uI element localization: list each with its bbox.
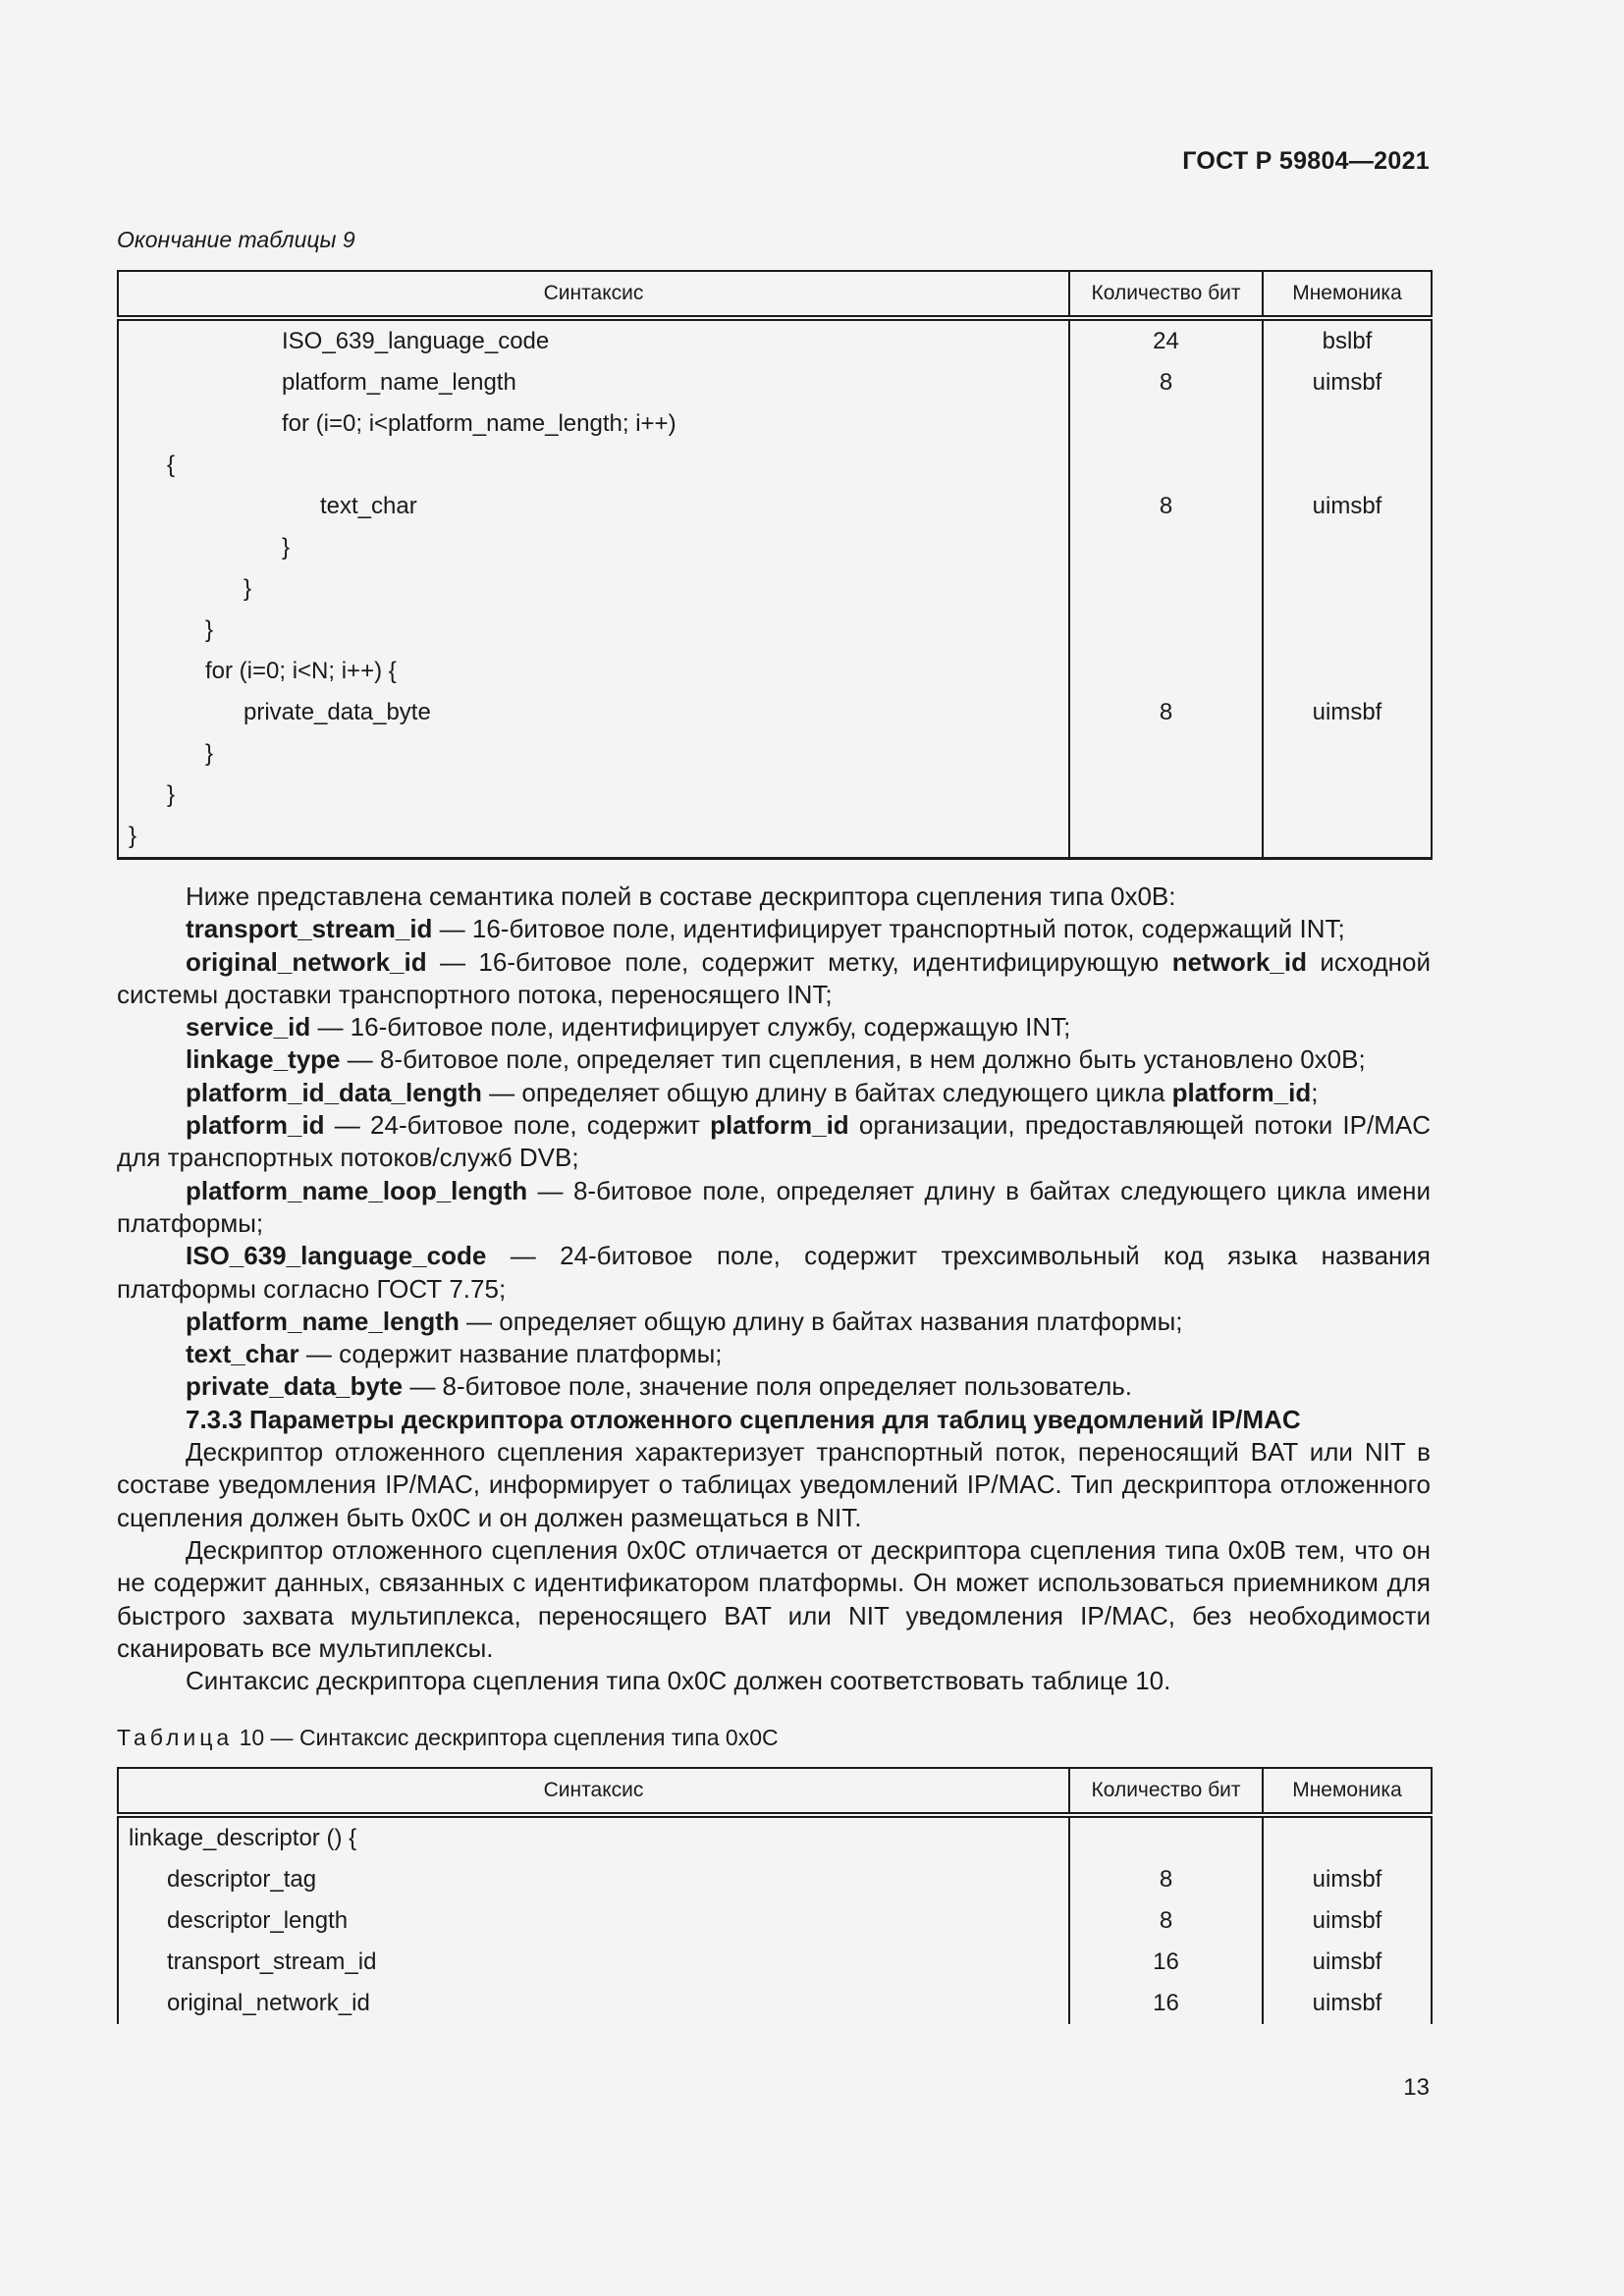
table-row (118, 1815, 1432, 1859)
bits-cell (1069, 774, 1263, 816)
field-name: platform_name_length (186, 1306, 460, 1336)
mnemonic-cell: bslbf (1263, 318, 1432, 362)
mnemonic-cell: uimsbf (1263, 362, 1432, 403)
bits-cell: 8 (1069, 486, 1263, 527)
paragraph-text: — 16-битовое поле, идентифицирует транспортный поток, содержащий INT; (432, 914, 1345, 944)
field-name: network_id (1171, 946, 1307, 977)
field-name: platform_id (186, 1110, 325, 1141)
paragraph (117, 1109, 1431, 1175)
table-row (118, 733, 1432, 774)
bits-cell (1069, 445, 1263, 486)
paragraph-text: — 24-битовое поле, содержит трехсимвольный код языка названия платформы согласно ГОСТ 7.75; (117, 1241, 1431, 1304)
mnemonic-cell (1263, 1815, 1432, 1859)
paragraph-text: Ниже представлена семантика полей в составе дескриптора сцепления типа 0x0B: (186, 881, 1176, 911)
mnemonic-cell (1263, 774, 1432, 816)
field-name: ISO_639_language_code (186, 1241, 487, 1271)
mnemonic-cell (1263, 610, 1432, 651)
syntax-cell: } (118, 816, 1069, 859)
mnemonic-cell: uimsbf (1263, 1900, 1432, 1942)
paragraph (117, 1077, 1431, 1109)
field-name: service_id (186, 1012, 311, 1042)
bits-cell: 8 (1069, 362, 1263, 403)
column-header-mnemonic: Мнемоника (1263, 1768, 1432, 1815)
mnemonic-cell (1263, 568, 1432, 610)
table10-caption (117, 1725, 779, 1751)
paragraph-text: — 8-битовое поле, определяет длину в байтах следующего цикла имени платформы; (117, 1175, 1431, 1238)
table-row (118, 1900, 1432, 1942)
table-row (118, 318, 1432, 362)
paragraph-text: — 16-битовое поле, идентифицирует службу, содержащую INT; (310, 1012, 1071, 1042)
paragraph-text: — 8-битовое поле, определяет тип сцепления, в нем должно быть установлено 0x0B; (340, 1044, 1366, 1075)
table10-caption-title: 10 — Синтаксис дескриптора сцепления типа 0x0C (233, 1725, 779, 1750)
paragraph-text: ; (1311, 1077, 1319, 1107)
table-row (118, 774, 1432, 816)
paragraph-text: исходной системы доставки транспортного потока, переносящего INT; (117, 946, 1431, 1009)
bits-cell (1069, 816, 1263, 859)
bits-cell (1069, 651, 1263, 692)
field-name: original_network_id (186, 946, 427, 977)
paragraph-text: — 8-битовое поле, значение поля определяет пользователь. (403, 1371, 1133, 1402)
mnemonic-cell: uimsbf (1263, 486, 1432, 527)
table-row (118, 568, 1432, 610)
field-name: platform_id (1171, 1077, 1312, 1107)
mnemonic-cell: uimsbf (1263, 1983, 1432, 2024)
paragraph (117, 1404, 1431, 1436)
mnemonic-cell (1263, 651, 1432, 692)
table-header-row (118, 271, 1432, 318)
table9-body (118, 318, 1432, 859)
syntax-cell: original_network_id (118, 1983, 1069, 2024)
syntax-cell: platform_name_length (118, 362, 1069, 403)
bits-cell: 16 (1069, 1983, 1263, 2024)
column-header-syntax: Синтаксис (118, 1768, 1069, 1815)
bits-cell: 8 (1069, 692, 1263, 733)
field-name: transport_stream_id (186, 914, 433, 944)
table-row (118, 403, 1432, 445)
page-number: 13 (1403, 2074, 1430, 2101)
syntax-cell: linkage_descriptor () { (118, 1815, 1069, 1859)
bits-cell (1069, 610, 1263, 651)
paragraph-text: Дескриптор отложенного сцепления характеризует транспортный поток, переносящий BAT или NIT в составе уведомления IP/MAC, информирует о таблицах уведомлений IP/MAC. Тип дескриптора отложенного сцепления должен быть 0x0C и он должен размещаться в NIT. (117, 1437, 1431, 1532)
bits-cell (1069, 568, 1263, 610)
field-name: private_data_byte (186, 1371, 404, 1402)
paragraph (117, 1534, 1431, 1665)
table10-caption-label: Таблица (117, 1725, 234, 1750)
mnemonic-cell (1263, 445, 1432, 486)
paragraph-text: Синтаксис дескриптора сцепления типа 0x0C должен соответствовать таблице 10. (186, 1666, 1171, 1696)
paragraph (117, 913, 1431, 945)
syntax-cell: } (118, 527, 1069, 568)
bits-cell (1069, 403, 1263, 445)
paragraph-text: Дескриптор отложенного сцепления 0x0C отличается от дескриптора сцепления типа 0x0B тем, что он не содержит данных, связанных с идентификатором платформы. Он может использоваться приемником для быстрого захвата мультиплекса, переносящего BAT или NIT уведомления IP/MAC, без необходимости сканировать все мультиплексы. (117, 1534, 1431, 1663)
field-name: linkage_type (186, 1044, 341, 1075)
table-header-row (118, 1768, 1432, 1815)
paragraph-text: — 24-битовое поле, содержит (324, 1110, 711, 1141)
bits-cell (1069, 527, 1263, 568)
table-row (118, 651, 1432, 692)
column-header-bits: Количество бит (1069, 1768, 1263, 1815)
mnemonic-cell: uimsbf (1263, 1942, 1432, 1983)
field-name: 7.3.3 Параметры дескриптора отложенного сцепления для таблиц уведомлений IP/MAC (186, 1404, 1301, 1434)
paragraph-text: — определяет общую длину в байтах названия платформы; (459, 1306, 1183, 1336)
table-row (118, 445, 1432, 486)
table-row (118, 816, 1432, 859)
bits-cell: 16 (1069, 1942, 1263, 1983)
mnemonic-cell (1263, 816, 1432, 859)
field-name: platform_id_data_length (186, 1077, 482, 1107)
column-header-bits: Количество бит (1069, 271, 1263, 318)
column-header-syntax: Синтаксис (118, 271, 1069, 318)
syntax-cell: ISO_639_language_code (118, 318, 1069, 362)
syntax-cell: transport_stream_id (118, 1942, 1069, 1983)
column-header-mnemonic: Мнемоника (1263, 271, 1432, 318)
syntax-cell: descriptor_length (118, 1900, 1069, 1942)
syntax-cell: } (118, 568, 1069, 610)
mnemonic-cell (1263, 733, 1432, 774)
paragraph (117, 881, 1431, 913)
paragraph (117, 1436, 1431, 1534)
paragraph (117, 1043, 1431, 1076)
field-name: platform_name_loop_length (186, 1175, 528, 1205)
bits-cell: 8 (1069, 1900, 1263, 1942)
paragraph (117, 1370, 1431, 1403)
table10-syntax-table (117, 1767, 1433, 2024)
syntax-cell: } (118, 733, 1069, 774)
paragraph (117, 1338, 1431, 1370)
syntax-cell: descriptor_tag (118, 1859, 1069, 1900)
table-row (118, 527, 1432, 568)
bits-cell: 8 (1069, 1859, 1263, 1900)
semantics-text-block (117, 881, 1431, 1697)
table-row (118, 1983, 1432, 2024)
paragraph (117, 1240, 1431, 1306)
paragraph (117, 1306, 1431, 1338)
bits-cell: 24 (1069, 318, 1263, 362)
paragraph (117, 1011, 1431, 1043)
paragraph-text: — содержит название платформы; (298, 1339, 723, 1369)
syntax-cell: for (i=0; i<platform_name_length; i++) (118, 403, 1069, 445)
bits-cell (1069, 1815, 1263, 1859)
document-id-header: ГОСТ Р 59804—2021 (1182, 147, 1430, 175)
paragraph (117, 1665, 1431, 1697)
syntax-cell: { (118, 445, 1069, 486)
syntax-cell: text_char (118, 486, 1069, 527)
mnemonic-cell: uimsbf (1263, 1859, 1432, 1900)
paragraph-text: организации, предоставляющей потоки IP/MAC для транспортных потоков/служб DVB; (117, 1110, 1431, 1173)
bits-cell (1069, 733, 1263, 774)
syntax-cell: } (118, 774, 1069, 816)
table-row (118, 610, 1432, 651)
paragraph-text: — 16-битовое поле, содержит метку, идентифицирующую (426, 946, 1172, 977)
mnemonic-cell (1263, 403, 1432, 445)
mnemonic-cell: uimsbf (1263, 692, 1432, 733)
paragraph (117, 946, 1431, 1012)
table-row (118, 362, 1432, 403)
syntax-cell: for (i=0; i<N; i++) { (118, 651, 1069, 692)
paragraph (117, 1175, 1431, 1241)
table-row (118, 1942, 1432, 1983)
table-row (118, 486, 1432, 527)
table10-body (118, 1815, 1432, 2024)
field-name: text_char (186, 1339, 299, 1369)
syntax-cell: } (118, 610, 1069, 651)
table9-continuation-caption: Окончание таблицы 9 (117, 227, 355, 252)
table9-syntax-table (117, 270, 1433, 860)
paragraph-text: — определяет общую длину в байтах следующего цикла (481, 1077, 1172, 1107)
field-name: platform_id (710, 1110, 849, 1141)
syntax-cell: private_data_byte (118, 692, 1069, 733)
mnemonic-cell (1263, 527, 1432, 568)
table-row (118, 1859, 1432, 1900)
table-row (118, 692, 1432, 733)
